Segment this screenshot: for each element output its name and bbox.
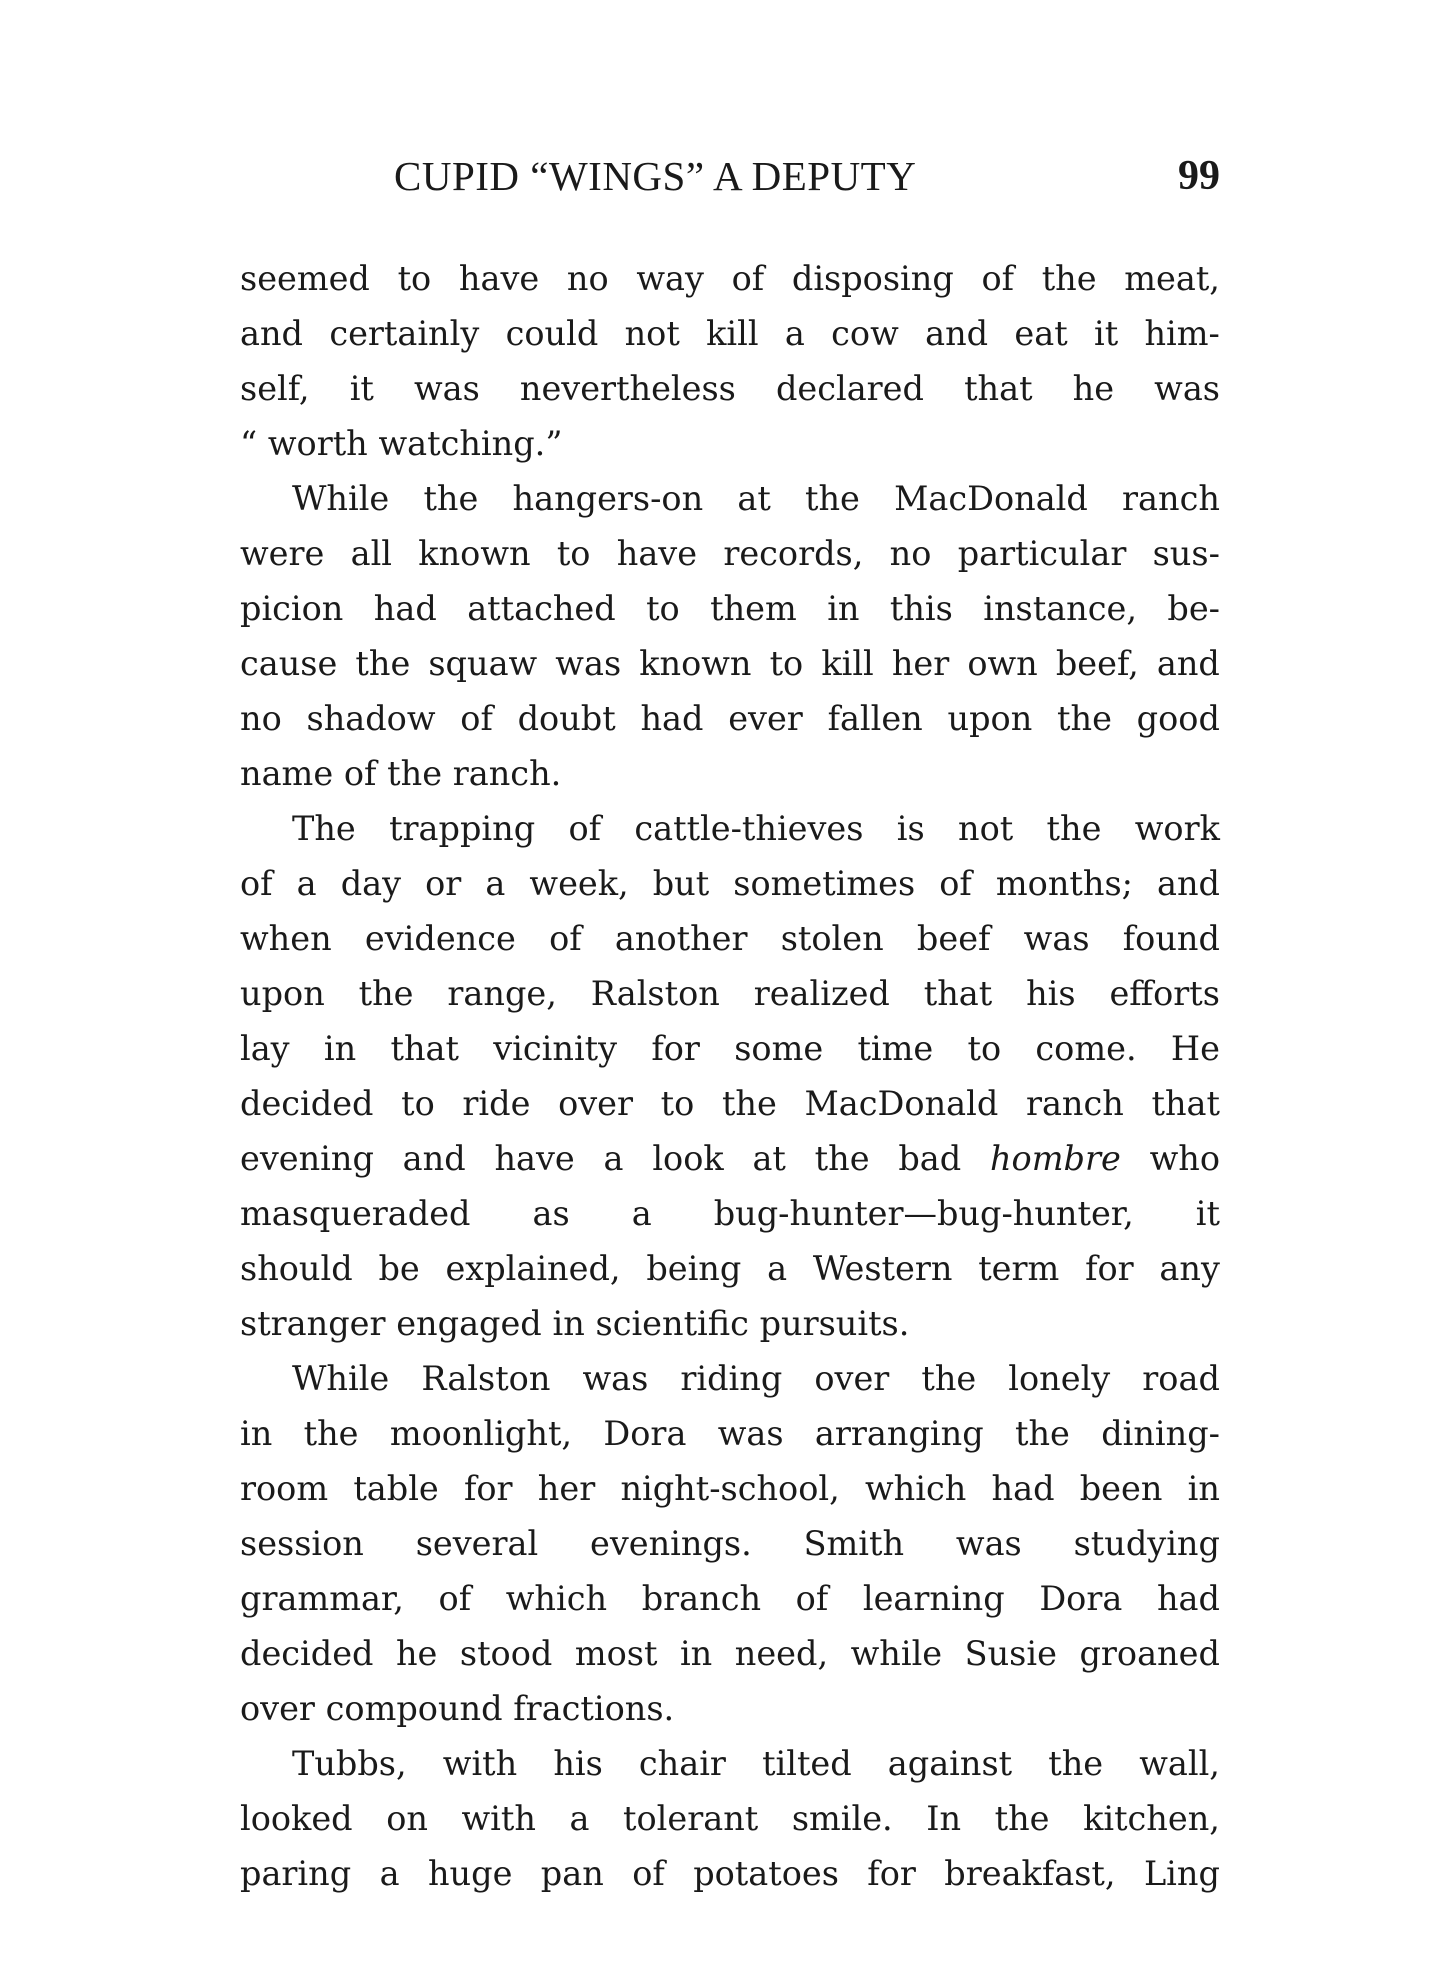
word: in — [827, 589, 860, 628]
word: look — [652, 1139, 724, 1178]
word: watching.” — [378, 424, 563, 463]
word: kill — [821, 644, 874, 683]
word: a — [485, 864, 506, 903]
word: Western — [812, 1249, 953, 1288]
word: riding — [680, 1359, 783, 1398]
word: “ — [240, 424, 258, 463]
word: term — [978, 1249, 1060, 1288]
word: moonlight, — [389, 1414, 573, 1453]
text-line — [240, 1846, 1220, 1901]
word: he — [395, 1634, 438, 1673]
word: breakfast, — [944, 1854, 1116, 1893]
word: no — [889, 534, 932, 573]
word: learning — [862, 1579, 1005, 1618]
word: found — [1122, 919, 1220, 958]
text-line — [240, 1791, 1220, 1846]
word: to — [556, 534, 591, 573]
word: upon — [947, 699, 1033, 738]
word: and — [1156, 644, 1220, 683]
word: on — [386, 1799, 428, 1838]
word: fractions. — [513, 1689, 675, 1728]
word: masqueraded — [240, 1194, 471, 1233]
text-line — [240, 526, 1220, 581]
word: MacDonald — [804, 1084, 999, 1123]
word: and — [925, 314, 989, 353]
text-line — [240, 1351, 1220, 1406]
word: cattle-thieves — [634, 809, 864, 848]
word: of — [632, 1854, 665, 1893]
word: upon — [240, 974, 325, 1013]
word: studying — [1073, 1524, 1220, 1563]
word: evening — [240, 1139, 374, 1178]
word: doubt — [517, 699, 616, 738]
word: ever — [728, 699, 803, 738]
word: a — [296, 864, 317, 903]
word: the — [921, 1359, 977, 1398]
word: Ralston — [421, 1359, 551, 1398]
word: attached — [467, 589, 616, 628]
word: a — [603, 1139, 624, 1178]
word: that — [390, 1029, 459, 1068]
word: eat — [1014, 314, 1068, 353]
word: way — [636, 259, 704, 298]
word: was — [413, 369, 480, 408]
word: the — [1048, 1744, 1104, 1783]
word: tolerant — [623, 1799, 759, 1838]
word: but — [652, 864, 710, 903]
word: not — [624, 314, 680, 353]
word: the — [721, 1084, 777, 1123]
word: Dora — [1039, 1579, 1123, 1618]
text-line — [240, 306, 1220, 361]
word: records, — [723, 534, 864, 573]
word: was — [1023, 919, 1090, 958]
word: looked — [240, 1799, 353, 1838]
text-line — [240, 1571, 1220, 1626]
word: room — [240, 1469, 329, 1508]
word: He — [1170, 1029, 1220, 1068]
word: that — [964, 369, 1033, 408]
word: scientific — [595, 1304, 749, 1343]
word: ride — [462, 1084, 531, 1123]
text-line — [240, 1021, 1220, 1076]
word: for — [651, 1029, 700, 1068]
word: a — [379, 1854, 400, 1893]
word: Dora — [603, 1414, 687, 1453]
word: a — [784, 314, 805, 353]
word: groaned — [1079, 1634, 1220, 1673]
word: another — [614, 919, 748, 958]
word: most — [574, 1634, 658, 1673]
word: be- — [1167, 589, 1220, 628]
word: day — [340, 864, 402, 903]
word: ranch — [1025, 1084, 1124, 1123]
word: the — [994, 1799, 1050, 1838]
word: of — [549, 919, 582, 958]
text-line — [240, 1626, 1220, 1681]
word: it — [1093, 314, 1119, 353]
word: in — [552, 1304, 585, 1343]
text-line — [240, 1406, 1220, 1461]
word: worth — [267, 424, 368, 463]
word: were — [240, 534, 325, 573]
word: certainly — [329, 314, 480, 353]
word: her — [537, 1469, 596, 1508]
word: decided — [240, 1084, 374, 1123]
word: to — [401, 1084, 435, 1123]
word: over — [240, 1689, 315, 1728]
word: he — [1072, 369, 1115, 408]
word: be — [378, 1249, 420, 1288]
word: pursuits. — [759, 1304, 910, 1343]
word: of — [981, 259, 1015, 298]
word: which — [505, 1579, 608, 1618]
word: cow — [831, 314, 899, 353]
word: the — [358, 974, 414, 1013]
word: while — [850, 1634, 943, 1673]
word: realized — [753, 974, 890, 1013]
text-line — [240, 1681, 1220, 1736]
word: chair — [638, 1744, 726, 1783]
word: need, — [734, 1634, 829, 1673]
word: him- — [1144, 314, 1220, 353]
word: of — [460, 699, 493, 738]
word: and — [240, 314, 303, 353]
word: his — [553, 1744, 603, 1783]
word: over — [558, 1084, 634, 1123]
word: nevertheless — [519, 369, 736, 408]
word: over — [814, 1359, 890, 1398]
word: sus- — [1152, 534, 1220, 573]
word: a — [631, 1194, 652, 1233]
word: of — [568, 809, 602, 848]
word: Ling — [1143, 1854, 1220, 1893]
word: ranch. — [452, 754, 562, 793]
text-line — [240, 1186, 1220, 1241]
word: the — [387, 754, 443, 793]
text-line — [240, 1736, 1220, 1791]
running-head — [240, 152, 1220, 204]
word: for — [463, 1469, 513, 1508]
word: sometimes — [733, 864, 916, 903]
word: and — [402, 1139, 466, 1178]
word: picion — [240, 589, 344, 628]
word: who — [1149, 1139, 1220, 1178]
text-line — [240, 911, 1220, 966]
word: compound — [325, 1689, 503, 1728]
word: engaged — [396, 1304, 542, 1343]
word: had — [991, 1469, 1055, 1508]
word: stranger — [240, 1304, 386, 1343]
word: cause — [240, 644, 338, 683]
word: hangers-on — [512, 479, 704, 518]
word: no — [240, 699, 282, 738]
word: been — [1079, 1469, 1163, 1508]
word: or — [425, 864, 462, 903]
word: for — [1085, 1249, 1134, 1288]
page-number: 99 — [1178, 153, 1220, 199]
running-title: CUPID “WINGS” A DEPUTY — [394, 153, 917, 199]
word: disposing — [791, 259, 954, 298]
word: her — [891, 644, 950, 683]
word: any — [1159, 1249, 1220, 1288]
word: months; — [995, 864, 1133, 903]
word: some — [734, 1029, 824, 1068]
word: when — [240, 919, 332, 958]
word: lay — [240, 1029, 290, 1068]
word: huge — [427, 1854, 513, 1893]
word: known — [418, 534, 531, 573]
word: the — [1057, 699, 1112, 738]
word: known — [639, 644, 752, 683]
word: was — [717, 1414, 784, 1453]
word: stood — [459, 1634, 553, 1673]
word: table — [353, 1469, 439, 1508]
word: to — [660, 1084, 695, 1123]
word: against — [887, 1744, 1013, 1783]
word: self, — [240, 369, 310, 408]
word: branch — [641, 1579, 762, 1618]
word: own — [967, 644, 1038, 683]
word: being — [646, 1249, 742, 1288]
word: of — [795, 1579, 829, 1618]
word: it — [1195, 1194, 1220, 1233]
word: dining- — [1101, 1414, 1220, 1453]
word: to — [397, 259, 432, 298]
word: lonely — [1008, 1359, 1111, 1398]
word: in — [679, 1634, 713, 1673]
word: seemed — [240, 259, 370, 298]
word: the — [355, 644, 411, 683]
word: Ralston — [590, 974, 720, 1013]
word: that — [923, 974, 993, 1013]
text-line — [240, 966, 1220, 1021]
word: the — [303, 1414, 359, 1453]
word: fallen — [827, 699, 923, 738]
word: of — [240, 864, 273, 903]
word: While — [292, 479, 390, 518]
text-line — [240, 361, 1220, 416]
word: beef, — [1055, 644, 1139, 683]
word: in — [1187, 1469, 1220, 1508]
text-line — [240, 801, 1220, 856]
word: had — [373, 589, 437, 628]
word: the — [814, 1139, 870, 1178]
word: efforts — [1109, 974, 1220, 1013]
word: his — [1026, 974, 1076, 1013]
word: of — [939, 864, 972, 903]
word: no — [566, 259, 609, 298]
word: should — [240, 1249, 353, 1288]
word: wall, — [1139, 1744, 1220, 1783]
word: a — [767, 1249, 788, 1288]
word: had — [640, 699, 704, 738]
word: with — [442, 1744, 518, 1783]
word: road — [1142, 1359, 1220, 1398]
word: work — [1134, 809, 1220, 848]
word: this — [889, 589, 953, 628]
word: MacDonald — [894, 479, 1088, 518]
word: several — [415, 1524, 539, 1563]
word: kill — [706, 314, 759, 353]
word: smile. — [791, 1799, 893, 1838]
word: of — [343, 754, 377, 793]
word: While — [292, 1359, 390, 1398]
word: arranging — [814, 1414, 984, 1453]
text-line — [240, 416, 1220, 471]
text-line — [240, 1131, 1220, 1186]
word: session — [240, 1524, 364, 1563]
word: to — [967, 1029, 1002, 1068]
word: beef — [916, 919, 991, 958]
word: pan — [540, 1854, 604, 1893]
word: the — [805, 479, 860, 518]
word: was — [1154, 369, 1220, 408]
word: time — [857, 1029, 934, 1068]
word: of — [731, 259, 765, 298]
word: was — [555, 644, 622, 683]
word: bad — [898, 1139, 962, 1178]
text-line — [240, 1296, 1220, 1351]
word: to — [769, 644, 804, 683]
text-line — [240, 636, 1220, 691]
word: for — [867, 1854, 916, 1893]
word: a — [569, 1799, 590, 1838]
word: grammar, — [240, 1579, 404, 1618]
word: Tubbs, — [292, 1744, 407, 1783]
text-line — [240, 1076, 1220, 1131]
word: kitchen, — [1083, 1799, 1220, 1838]
word: potatoes — [693, 1854, 839, 1893]
word: ranch — [1122, 479, 1220, 518]
word: Susie — [964, 1634, 1057, 1673]
word: have — [494, 1139, 575, 1178]
word: in — [323, 1029, 357, 1068]
word: Smith — [803, 1524, 905, 1563]
word: in — [240, 1414, 273, 1453]
text-line — [240, 251, 1220, 306]
text-line — [240, 746, 1220, 801]
word: have — [458, 259, 540, 298]
word: shadow — [306, 699, 436, 738]
text-line — [240, 856, 1220, 911]
word: had — [1156, 1579, 1220, 1618]
word: at — [737, 479, 771, 518]
text-line — [240, 1461, 1220, 1516]
word: good — [1136, 699, 1220, 738]
word: vicinity — [493, 1029, 618, 1068]
word: stolen — [780, 919, 884, 958]
word: the — [1041, 259, 1097, 298]
word: night-school, — [620, 1469, 840, 1508]
word: the — [1046, 809, 1102, 848]
word: with — [461, 1799, 536, 1838]
word: evenings. — [590, 1524, 752, 1563]
text-line — [240, 1241, 1220, 1296]
word: decided — [240, 1634, 374, 1673]
text-line — [240, 581, 1220, 636]
word: week, — [529, 864, 629, 903]
word: all — [350, 534, 393, 573]
word: as — [532, 1194, 570, 1233]
word: them — [710, 589, 797, 628]
word: meat, — [1124, 259, 1220, 298]
word: could — [505, 314, 599, 353]
text-line — [240, 1516, 1220, 1571]
word: that — [1151, 1084, 1220, 1123]
word: the — [1014, 1414, 1070, 1453]
word: was — [955, 1524, 1022, 1563]
word: hombre — [989, 1139, 1121, 1178]
word: In — [926, 1799, 962, 1838]
word: at — [752, 1139, 786, 1178]
word: instance, — [983, 589, 1137, 628]
body-text — [240, 251, 1220, 1901]
word: squaw — [428, 644, 538, 683]
word: come. — [1035, 1029, 1137, 1068]
word: not — [958, 809, 1014, 848]
word: have — [616, 534, 698, 573]
word: name — [240, 754, 334, 793]
text-line — [240, 471, 1220, 526]
word: declared — [775, 369, 924, 408]
word: and — [1157, 864, 1220, 903]
word: tilted — [762, 1744, 852, 1783]
word: it — [349, 369, 374, 408]
word: trapping — [389, 809, 536, 848]
word: which — [864, 1469, 967, 1508]
word: of — [438, 1579, 472, 1618]
word: bug-hunter—bug-hunter, — [713, 1194, 1134, 1233]
word: was — [582, 1359, 649, 1398]
word: the — [423, 479, 479, 518]
word: range, — [447, 974, 557, 1013]
word: explained, — [445, 1249, 621, 1288]
word: is — [896, 809, 925, 848]
word: particular — [957, 534, 1127, 573]
word: to — [646, 589, 680, 628]
text-line — [240, 691, 1220, 746]
word: paring — [240, 1854, 352, 1893]
word: The — [292, 809, 356, 848]
word: evidence — [364, 919, 516, 958]
